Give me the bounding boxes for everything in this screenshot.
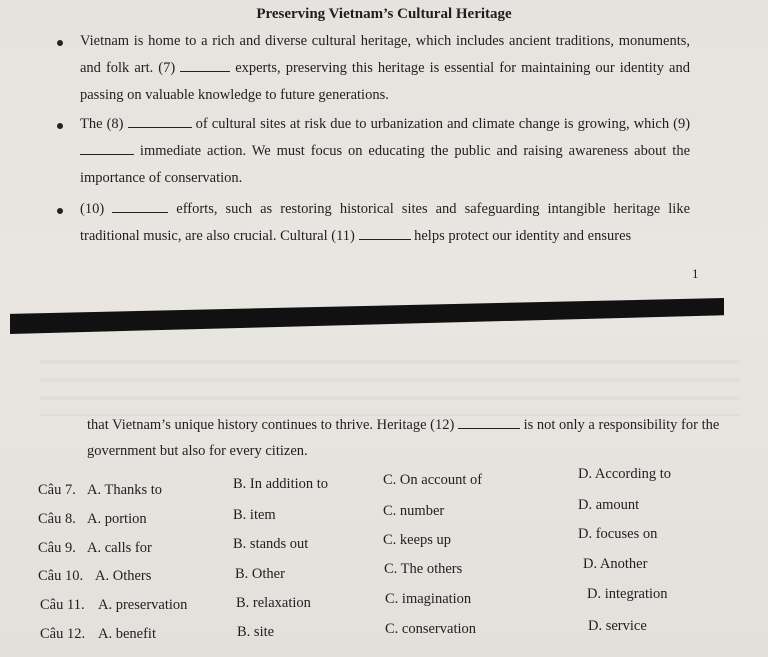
option-a[interactable]: A. benefit xyxy=(98,626,156,642)
blank-11[interactable] xyxy=(359,227,411,240)
bullet-1 xyxy=(57,40,63,46)
option-a[interactable]: A. Others xyxy=(95,568,152,584)
paragraph-3-text-a: (10) xyxy=(80,201,105,217)
question-label: Câu 12. xyxy=(40,626,86,642)
paragraph-1-text-b: experts, preserving this heritage is essential for maintaining our identity and passing on valuable knowledge to future generations. xyxy=(80,60,690,103)
bullet-3 xyxy=(57,208,63,214)
option-a[interactable]: A. portion xyxy=(87,511,147,527)
paragraph-2-text-a: The (8) xyxy=(80,116,124,132)
blank-8[interactable] xyxy=(128,115,192,128)
continuation-text-a: that Vietnam’s unique history continues to thrive. Heritage (12) xyxy=(87,417,455,433)
option-a[interactable]: A. preservation xyxy=(98,597,188,613)
option-d[interactable]: D. focuses on xyxy=(578,526,658,542)
blank-12[interactable] xyxy=(458,416,520,429)
paragraph-3-text-c: helps protect our identity and ensures xyxy=(414,228,632,244)
question-label: Câu 10. xyxy=(38,568,84,584)
option-d[interactable]: D. Another xyxy=(583,556,648,572)
paragraph-2-text-c: immediate action. We must focus on educating the public and raising awareness about the importance of conservation. xyxy=(80,143,691,186)
paragraph-3 xyxy=(80,196,690,250)
option-b[interactable]: B. relaxation xyxy=(236,595,311,611)
option-b[interactable]: B. stands out xyxy=(233,536,309,552)
option-c[interactable]: C. keeps up xyxy=(383,532,452,548)
option-a[interactable]: A. calls for xyxy=(87,540,152,556)
option-c[interactable]: C. conservation xyxy=(385,621,477,637)
page-number: 1 xyxy=(692,266,699,281)
paragraph-2 xyxy=(80,111,690,192)
bullet-2 xyxy=(57,123,63,129)
option-c[interactable]: C. imagination xyxy=(385,591,472,607)
option-c[interactable]: C. On account of xyxy=(383,472,483,488)
option-c[interactable]: C. The others xyxy=(384,561,463,577)
black-bar xyxy=(10,298,724,334)
option-a[interactable]: A. Thanks to xyxy=(87,482,163,498)
blank-9[interactable] xyxy=(80,142,134,155)
paragraph-2-text-b: of cultural sites at risk due to urbanization and climate change is growing, which (9) xyxy=(195,116,691,132)
paragraph-3-text-b: efforts, such as restoring historical sites and safeguarding intangible heritage like traditional music, are also crucial. Cultural (11) xyxy=(80,201,691,244)
option-b[interactable]: B. item xyxy=(233,507,276,523)
option-d[interactable]: D. According to xyxy=(578,466,672,482)
blank-10[interactable] xyxy=(112,200,168,213)
question-label: Câu 7. xyxy=(38,482,76,498)
page-title: Preserving Vietnam’s Cultural Heritage xyxy=(256,6,512,22)
option-b[interactable]: B. Other xyxy=(235,566,285,582)
blank-7[interactable] xyxy=(180,59,230,72)
question-label: Câu 8. xyxy=(38,511,76,527)
question-label: Câu 9. xyxy=(38,540,76,556)
continuation-paragraph xyxy=(87,412,727,464)
show-through-area xyxy=(40,346,740,416)
paragraph-1-text-a: Vietnam is home to a rich and diverse cultural heritage, which includes ancient traditions, monuments, and folk art. (7) xyxy=(80,33,690,76)
option-d[interactable]: D. service xyxy=(588,618,647,634)
paragraph-1 xyxy=(80,28,690,109)
option-d[interactable]: D. integration xyxy=(587,586,668,602)
continuation-text-b: is not only a responsibility for the government but also for every citizen. xyxy=(87,417,720,459)
option-c[interactable]: C. number xyxy=(383,503,445,519)
option-d[interactable]: D. amount xyxy=(578,497,640,513)
option-b[interactable]: B. site xyxy=(237,624,275,640)
question-label: Câu 11. xyxy=(40,597,85,613)
option-b[interactable]: B. In addition to xyxy=(233,476,329,492)
